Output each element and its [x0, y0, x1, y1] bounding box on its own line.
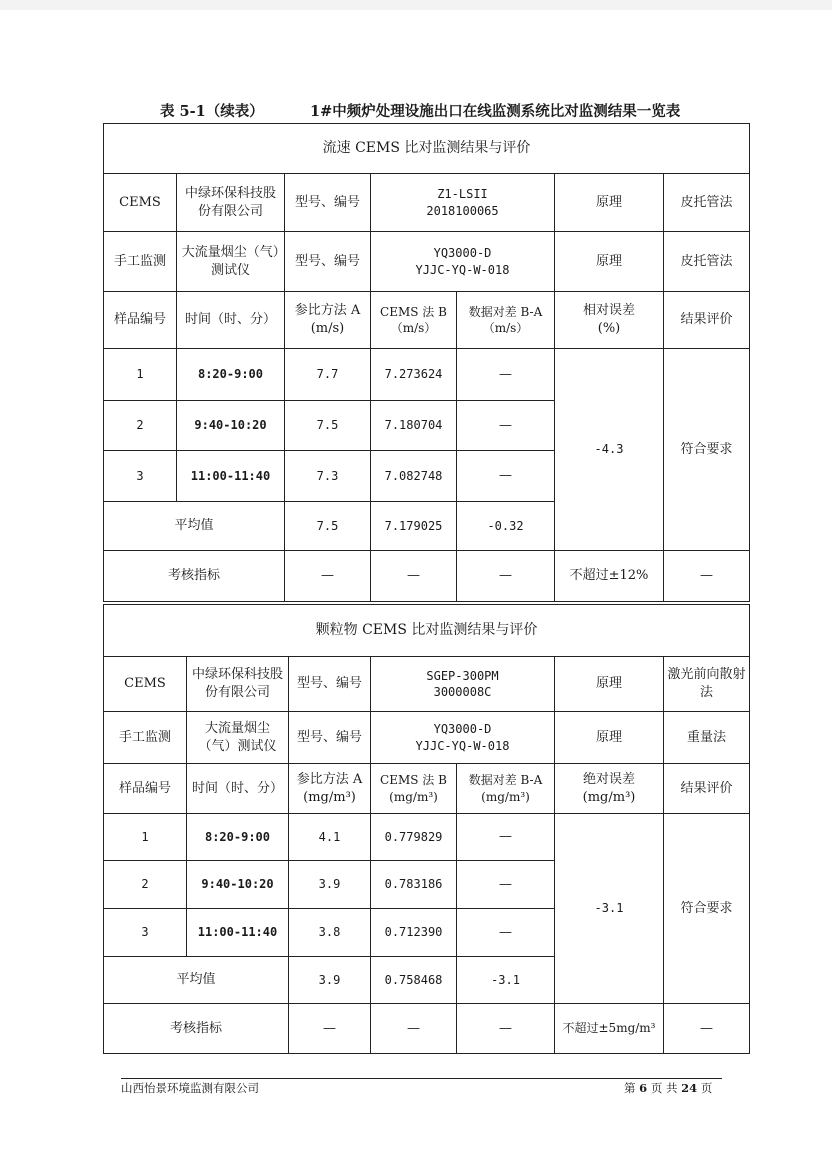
flow-cems-principle: 皮托管法 — [664, 174, 750, 232]
flow-manual-principle-label: 原理 — [555, 232, 664, 292]
pm-manual-label: 手工监测 — [104, 712, 187, 764]
flow-section-title: 流速 CEMS 比对监测结果与评价 — [104, 124, 750, 174]
pm-header-sample: 样品编号 — [104, 764, 187, 814]
pm-manual-device: 大流量烟尘（气）测试仪 — [187, 712, 289, 764]
flow-cems-model-label: 型号、编号 — [285, 174, 371, 232]
pm-manual-principle-label: 原理 — [555, 712, 664, 764]
flow-assess-b: — — [371, 551, 457, 602]
pm-assess-a: — — [289, 1004, 371, 1054]
flow-manual-label: 手工监测 — [104, 232, 177, 292]
page-total: 24 — [681, 1081, 698, 1095]
flow-manual-model-label: 型号、编号 — [285, 232, 371, 292]
pm-header-eval: 结果评价 — [664, 764, 750, 814]
pm-row-no: 2 — [104, 861, 187, 909]
pm-assess-d: — — [457, 1004, 555, 1054]
pm-cems-principle: 激光前向散射法 — [664, 657, 750, 712]
pm-cems-principle-label: 原理 — [555, 657, 664, 712]
flow-row-d: — — [457, 451, 555, 502]
flow-average-a: 7.5 — [285, 502, 371, 551]
flow-row-d: — — [457, 401, 555, 451]
pm-row-a: 3.9 — [289, 861, 371, 909]
flow-row-no: 1 — [104, 349, 177, 401]
flow-average-d: -0.32 — [457, 502, 555, 551]
flow-row-a: 7.7 — [285, 349, 371, 401]
pm-cems-company: 中绿环保科技股份有限公司 — [187, 657, 289, 712]
table-row — [104, 349, 750, 401]
page-suffix: 页 — [700, 1081, 713, 1095]
flow-manual-model: YQ3000-D YJJC-YQ-W-018 — [371, 232, 555, 292]
flow-header-err: 相对误差 (%) — [555, 292, 664, 349]
pm-header-err: 绝对误差 (mg/m³) — [555, 764, 664, 814]
flow-header-cems: CEMS 法 B （m/s） — [371, 292, 457, 349]
pm-row-no: 1 — [104, 814, 187, 861]
pm-manual-model-label: 型号、编号 — [289, 712, 371, 764]
flow-assess-d: — — [457, 551, 555, 602]
pm-header-ref: 参比方法 A (mg/m³) — [289, 764, 371, 814]
pm-average-d: -3.1 — [457, 957, 555, 1004]
flow-row-b: 7.273624 — [371, 349, 457, 401]
flow-manual-principle: 皮托管法 — [664, 232, 750, 292]
flow-average-label: 平均值 — [104, 502, 285, 551]
pm-average-b: 0.758468 — [371, 957, 457, 1004]
table-row — [104, 814, 750, 861]
flow-assess-limit: 不超过±12% — [555, 551, 664, 602]
flow-cems-label: CEMS — [104, 174, 177, 232]
flow-header-sample: 样品编号 — [104, 292, 177, 349]
pm-section-title: 颗粒物 CEMS 比对监测结果与评价 — [104, 605, 750, 657]
flow-row-b: 7.180704 — [371, 401, 457, 451]
pm-header-cems: CEMS 法 B (mg/m³) — [371, 764, 457, 814]
pm-assess-b: — — [371, 1004, 457, 1054]
pm-cems-model: SGEP-300PM 3000008C — [371, 657, 555, 712]
flow-assessment-row — [104, 551, 750, 602]
flow-row-no: 3 — [104, 451, 177, 502]
flow-relative-error: -4.3 — [555, 349, 664, 551]
pm-row-no: 3 — [104, 909, 187, 957]
pm-row-a: 3.8 — [289, 909, 371, 957]
pm-assess-label: 考核指标 — [104, 1004, 289, 1054]
pm-comparison-table — [103, 604, 750, 1054]
flow-cems-company: 中绿环保科技股份有限公司 — [177, 174, 285, 232]
flow-cems-model: Z1-LSII 2018100065 — [371, 174, 555, 232]
pm-cems-model-label: 型号、编号 — [289, 657, 371, 712]
pm-row-time: 11:00-11:40 — [187, 909, 289, 957]
footer-divider — [121, 1078, 722, 1079]
pm-row-time: 8:20-9:00 — [187, 814, 289, 861]
flow-header-diff: 数据对差 B-A （m/s） — [457, 292, 555, 349]
pm-assess-eval: — — [664, 1004, 750, 1054]
flow-row-a: 7.5 — [285, 401, 371, 451]
flow-cems-principle-label: 原理 — [555, 174, 664, 232]
pm-row-d: — — [457, 909, 555, 957]
pm-row-d: — — [457, 861, 555, 909]
flow-row-a: 7.3 — [285, 451, 371, 502]
page-prefix: 第 — [624, 1081, 636, 1095]
pm-row-d: — — [457, 814, 555, 861]
page-current: 6 — [639, 1081, 648, 1095]
flow-comparison-table — [103, 123, 750, 602]
pm-header-time: 时间（时、分） — [187, 764, 289, 814]
pm-average-label: 平均值 — [104, 957, 289, 1004]
flow-header-ref: 参比方法 A (m/s) — [285, 292, 371, 349]
footer-company: 山西怡景环境监测有限公司 — [121, 1081, 259, 1095]
pm-row-b: 0.783186 — [371, 861, 457, 909]
pm-average-a: 3.9 — [289, 957, 371, 1004]
flow-assess-a: — — [285, 551, 371, 602]
flow-assess-eval: — — [664, 551, 750, 602]
flow-manual-device: 大流量烟尘（气）测试仪 — [177, 232, 285, 292]
pm-manual-principle: 重量法 — [664, 712, 750, 764]
pm-result: 符合要求 — [664, 814, 750, 1004]
pm-row-b: 0.712390 — [371, 909, 457, 957]
flow-row-d: — — [457, 349, 555, 401]
pm-header-diff: 数据对差 B-A (mg/m³) — [457, 764, 555, 814]
footer-page-number — [624, 1080, 712, 1096]
pm-row-b: 0.779829 — [371, 814, 457, 861]
pm-cems-label: CEMS — [104, 657, 187, 712]
caption-table-number: 表 5-1（续表） — [160, 103, 264, 120]
flow-result: 符合要求 — [664, 349, 750, 551]
flow-row-b: 7.082748 — [371, 451, 457, 502]
flow-average-b: 7.179025 — [371, 502, 457, 551]
pm-assessment-row — [104, 1004, 750, 1054]
pm-absolute-error: -3.1 — [555, 814, 664, 1004]
pm-manual-model: YQ3000-D YJJC-YQ-W-018 — [371, 712, 555, 764]
flow-row-time: 8:20-9:00 — [177, 349, 285, 401]
caption-table-title: 1#中频炉处理设施出口在线监测系统比对监测结果一览表 — [310, 103, 681, 120]
pm-row-time: 9:40-10:20 — [187, 861, 289, 909]
page-mid: 页 共 — [650, 1081, 678, 1095]
flow-row-time: 9:40-10:20 — [177, 401, 285, 451]
flow-header-time: 时间（时、分） — [177, 292, 285, 349]
pm-assess-limit: 不超过±5mg/m³ — [555, 1004, 664, 1054]
table-caption — [160, 100, 720, 122]
flow-assess-label: 考核指标 — [104, 551, 285, 602]
flow-row-no: 2 — [104, 401, 177, 451]
pm-row-a: 4.1 — [289, 814, 371, 861]
flow-header-eval: 结果评价 — [664, 292, 750, 349]
flow-row-time: 11:00-11:40 — [177, 451, 285, 502]
